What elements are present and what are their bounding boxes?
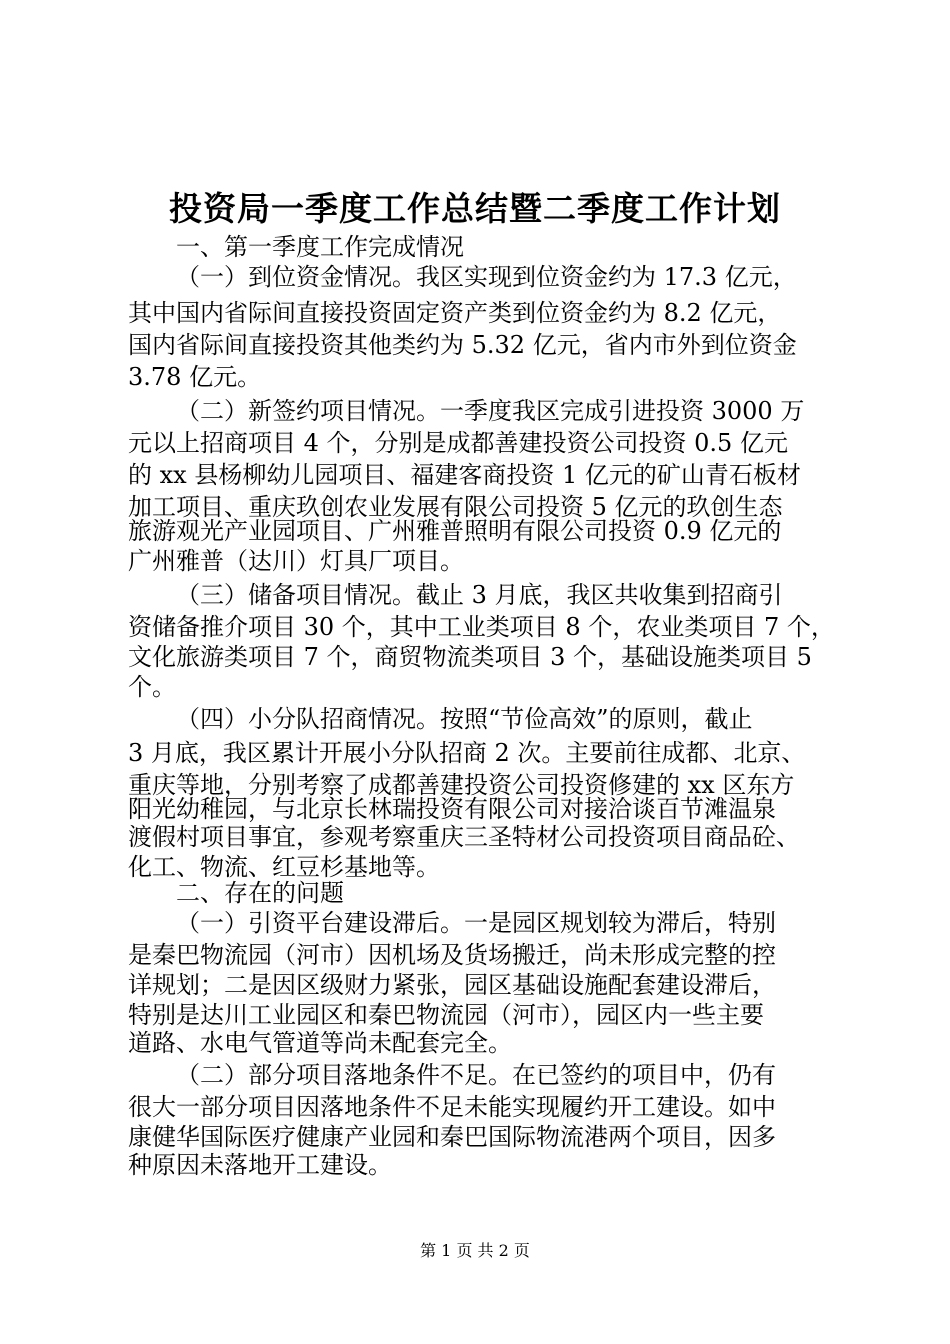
paragraph-line: （二）部分项目落地条件不足。在已签约的项目中，仍有 [176,1061,776,1089]
paragraph-line: 国内省际间直接投资其他类约为 5.32 亿元，省内市外到位资金 [128,331,797,359]
paragraph-line: 3.78 亿元。 [128,363,262,391]
paragraph-line: 化工、物流、红豆杉基地等。 [128,853,440,881]
document-title: 投资局一季度工作总结暨二季度工作计划 [169,189,781,228]
paragraph-line: 很大一部分项目因落地条件不足未能实现履约开工建设。如中 [128,1093,776,1121]
paragraph-line: 康健华国际医疗健康产业园和秦巴国际物流港两个项目，因多 [128,1123,776,1151]
paragraph-line: （一）引资平台建设滞后。一是园区规划较为滞后，特别 [176,909,776,937]
paragraph-line: 资储备推介项目 30 个，其中工业类项目 8 个，农业类项目 7 个， [128,613,835,641]
paragraph-line: 其中国内省际间直接投资固定资产类到位资金约为 8.2 亿元， [128,299,782,327]
paragraph-line: 重庆等地，分别考察了成都善建投资公司投资修建的 xx 区东方 [128,771,795,799]
paragraph-line: 文化旅游类项目 7 个，商贸物流类项目 3 个，基础设施类项目 5 [128,643,812,671]
paragraph-line: 特别是达川工业园区和秦巴物流园（河市），园区内一些主要 [128,1001,764,1029]
page-footer: 第 1 页 共 2 页 [420,1241,530,1260]
paragraph-line: （二）新签约项目情况。一季度我区完成引进投资 3000 万 [176,397,805,425]
paragraph-line: 旅游观光产业园项目、广州雅普照明有限公司投资 0.9 亿元的 [128,517,782,545]
paragraph-line: （一）到位资金情况。我区实现到位资金约为 17.3 亿元， [176,263,797,291]
section-heading-2: 二、存在的问题 [176,879,344,907]
paragraph-line: 元以上招商项目 4 个，分别是成都善建投资公司投资 0.5 亿元 [128,429,788,457]
paragraph-line: 种原因未落地开工建设。 [128,1151,392,1179]
paragraph-line: 详规划；二是因区级财力紧张，园区基础设施配套建设滞后， [128,971,776,999]
paragraph-line: 是秦巴物流园（河市）因机场及货场搬迁，尚未形成完整的控 [128,941,776,969]
paragraph-line: （三）储备项目情况。截止 3 月底，我区共收集到招商引 [176,581,783,609]
paragraph-line: 广州雅普（达川）灯具厂项目。 [128,547,464,575]
paragraph-line: 个。 [128,673,176,701]
paragraph-line: 加工项目、重庆玖创农业发展有限公司投资 5 亿元的玖创生态 [128,493,783,521]
paragraph-line: 阳光幼稚园，与北京长林瑞投资有限公司对接洽谈百节滩温泉 [128,795,776,823]
paragraph-line: 渡假村项目事宜，参观考察重庆三圣特材公司投资项目商品砼、 [128,823,800,851]
paragraph-line: （四）小分队招商情况。按照“节俭高效”的原则，截止 [176,705,753,733]
paragraph-line: 3 月底，我区累计开展小分队招商 2 次。主要前往成都、北京、 [128,739,806,767]
paragraph-line: 的 xx 县杨柳幼儿园项目、福建客商投资 1 亿元的矿山青石板材 [128,461,801,489]
paragraph-line: 道路、水电气管道等尚未配套完全。 [128,1029,512,1057]
section-heading-1: 一、第一季度工作完成情况 [176,233,464,261]
